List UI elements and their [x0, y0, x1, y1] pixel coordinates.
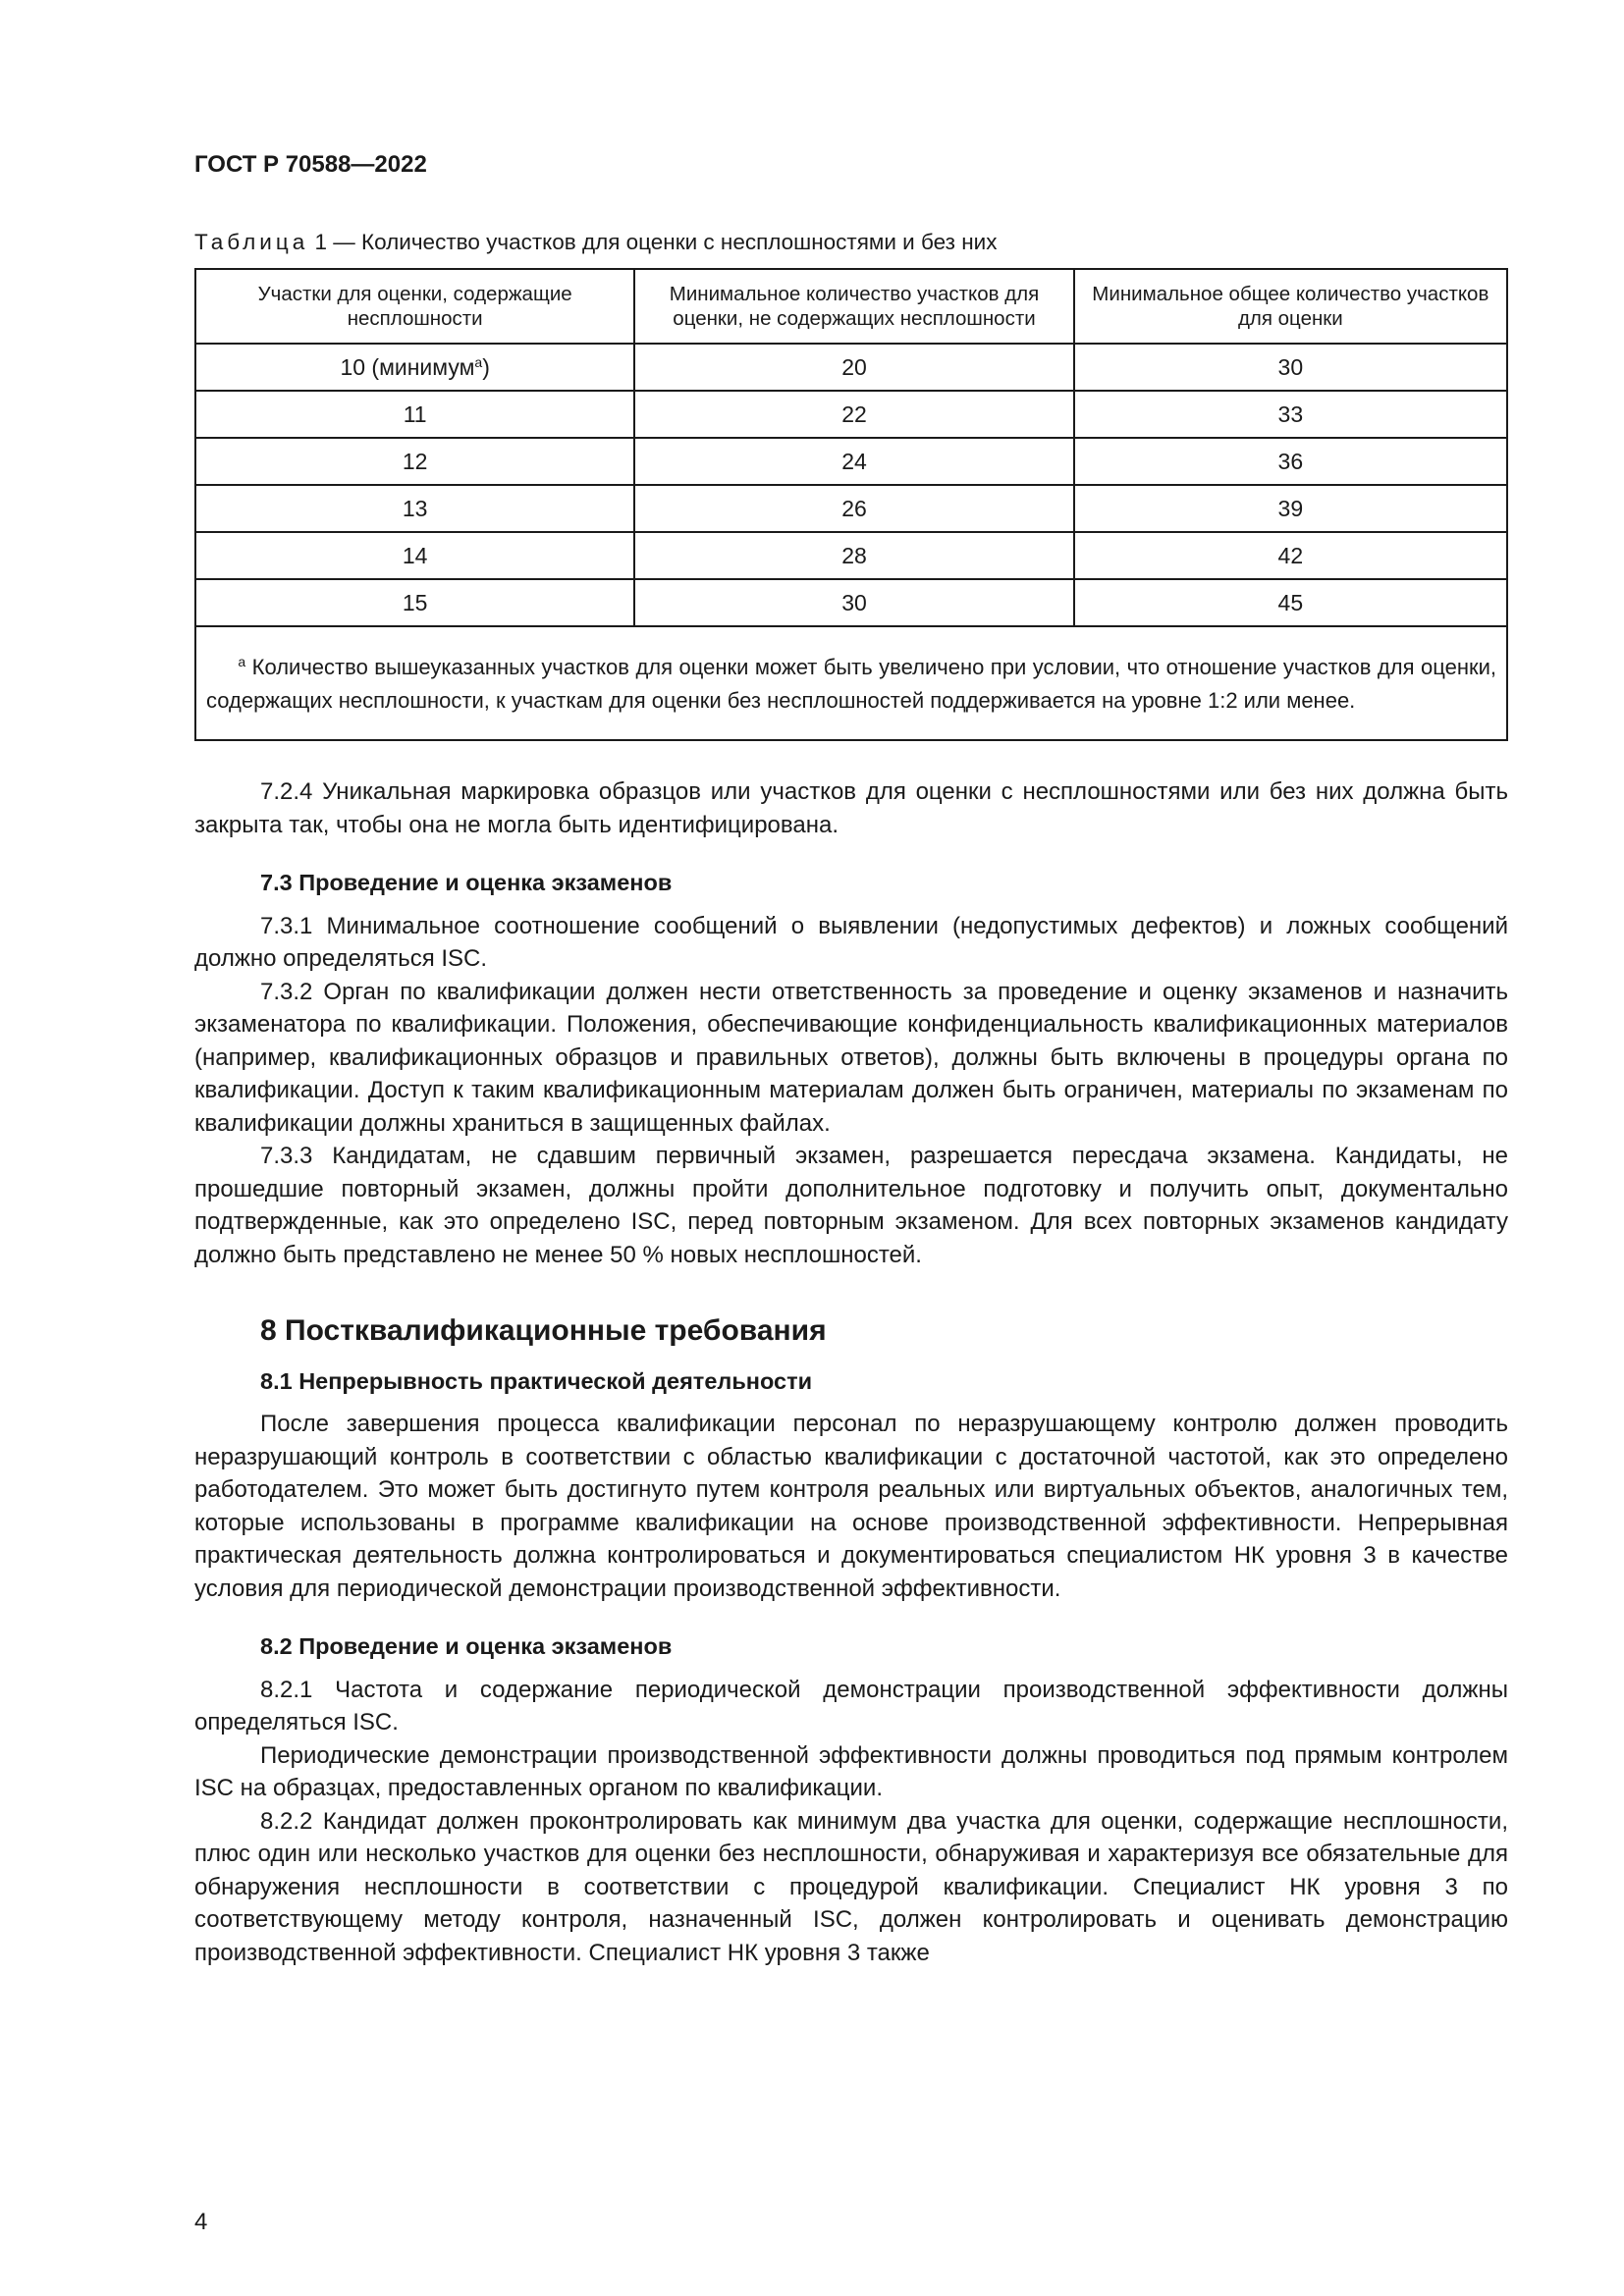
section-heading-8-2: 8.2 Проведение и оценка экзаменов [260, 1633, 673, 1659]
table-cell: 30 [1074, 344, 1507, 391]
page-number: 4 [194, 2209, 208, 2235]
table-caption [194, 230, 997, 255]
table-cell: 33 [1074, 391, 1507, 438]
paragraph-8-2-2: 8.2.2 Кандидат должен проконтролировать как минимум два участка для оценки, содержащие несплошности, плюс один или несколько участков для оценки без несплошности, обнаруживая и характеризуя все обязательные для обнаружения несплошности в соответствии с процедурой квалификации. Специалист НК уровня 3 по соответствующему методу контроля, назначенный ISC, должен контролировать и оценивать демонстрацию производственной эффективности. Специалист НК уровня 3 также [194, 1807, 1508, 1966]
table-cell: 26 [634, 485, 1073, 532]
section-heading-8: 8 Постквалификационные требования [260, 1314, 827, 1347]
document-body [194, 775, 1508, 1969]
table-caption-label: Таблица [194, 230, 309, 254]
table-note-row [195, 626, 1507, 740]
table-row [195, 579, 1507, 626]
table-row [195, 391, 1507, 438]
table-cell: 15 [195, 579, 634, 626]
table-header-cell: Участки для оценки, содержащие несплошности [195, 269, 634, 344]
paragraph-8-1: После завершения процесса квалификации персонал по неразрушающему контролю должен проводить неразрушающий контроль в соответствии с областью квалификации с достаточной частотой, как это определено работодателем. Это может быть достигнуто путем контроля реальных или виртуальных объектов, аналогичных тем, которые использованы в программе квалификации на основе производственной эффективности. Непрерывная практическая деятельность должна контролироваться и документироваться специалистом НК уровня 3 в качестве условия для периодической демонстрации производственной эффективности. [194, 1411, 1508, 1602]
paragraph-7-3-1: 7.3.1 Минимальное соотношение сообщений о выявлении (недопустимых дефектов) и ложных сообщений должно определяться ISC. [194, 912, 1508, 972]
section-heading-7-3: 7.3 Проведение и оценка экзаменов [260, 870, 673, 895]
table-cell: 12 [195, 438, 634, 485]
paragraph-7-3-3: 7.3.3 Кандидатам, не сдавшим первичный экзамен, разрешается пересдача экзамена. Кандидаты, не прошедшие повторный экзамен, должны пройти дополнительное подготовку и получить опыт, документально подтвержденные, как это определено ISC, перед повторным экзаменом. Для всех повторных экзаменов кандидату должно быть представлено не менее 50 % новых несплошностей. [194, 1143, 1508, 1268]
table-cell: 28 [634, 532, 1073, 579]
cell-text: 10 (минимум [340, 353, 475, 380]
paragraph-8-2-1: 8.2.1 Частота и содержание периодической демонстрации производственной эффективности должны определяться ISC. [194, 1676, 1508, 1735]
table-cell: 30 [634, 579, 1073, 626]
table-header-row [195, 269, 1507, 344]
footnote-mark: a [238, 654, 246, 669]
paragraph-7-2-4: 7.2.4 Уникальная маркировка образцов или участков для оценки с несплошностями или без них должна быть закрыта так, чтобы она не могла быть идентифицирована. [194, 778, 1508, 838]
table-header-cell: Минимальное общее количество участков для оценки [1074, 269, 1507, 344]
table-cell: 24 [634, 438, 1073, 485]
section-heading-8-1: 8.1 Непрерывность практической деятельности [260, 1367, 813, 1394]
table-cell [195, 344, 634, 391]
table-caption-text: 1 — Количество участков для оценки с несплошностями и без них [314, 230, 998, 254]
document-header: ГОСТ Р 70588—2022 [194, 151, 427, 178]
table-cell: 39 [1074, 485, 1507, 532]
table-cell: 42 [1074, 532, 1507, 579]
table-row [195, 438, 1507, 485]
table-cell: 11 [195, 391, 634, 438]
table-header-cell: Минимальное количество участков для оценки, не содержащих несплошности [634, 269, 1073, 344]
table-row [195, 532, 1507, 579]
table-note [195, 626, 1507, 740]
table-cell: 36 [1074, 438, 1507, 485]
table-row [195, 485, 1507, 532]
paragraph-8-2-1-continued: Периодические демонстрации производственной эффективности должны проводиться под прямым контролем ISC на образцах, предоставленных органом по квалификации. [194, 1741, 1508, 1801]
table-cell: 14 [195, 532, 634, 579]
table-row [195, 344, 1507, 391]
table-cell: 45 [1074, 579, 1507, 626]
table-cell: 22 [634, 391, 1073, 438]
paragraph-7-3-2: 7.3.2 Орган по квалификации должен нести ответственность за проведение и оценку экзаменов и назначить экзаменатора по квалификации. Положения, обеспечивающие конфиденциальность квалификационных материалов (например, квалификационных образцов и правильных ответов), должны быть включены в процедуры органа по квалификации. Доступ к таким квалификационным материалам должен быть ограничен, материалы по экзаменам по квалификации должны храниться в защищенных файлах. [194, 978, 1508, 1137]
table-note-text: Количество вышеуказанных участков для оценки может быть увеличено при условии, что отношение участков для оценки, содержащих несплошности, к участкам для оценки без несплошностей поддерживается на уровне 1:2 или менее. [206, 655, 1496, 713]
table-cell: 13 [195, 485, 634, 532]
table-1 [194, 268, 1508, 741]
table-cell: 20 [634, 344, 1073, 391]
footnote-mark: a [474, 353, 483, 370]
cell-text: ) [482, 353, 490, 380]
